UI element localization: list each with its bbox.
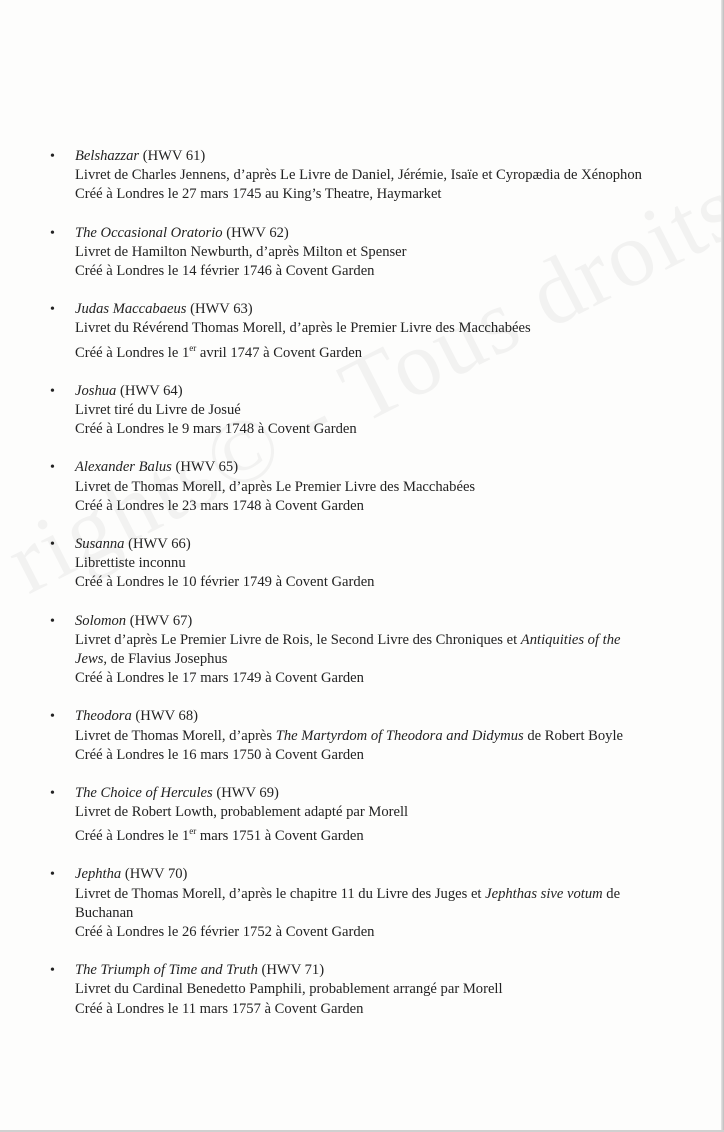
entry-hwv: (HWV 70) bbox=[124, 866, 188, 883]
bullet: • bbox=[50, 383, 55, 399]
bullet: • bbox=[50, 613, 55, 629]
entry-title-line bbox=[75, 458, 654, 477]
entry-hwv: (HWV 69) bbox=[216, 784, 279, 801]
entry-title-line bbox=[75, 612, 654, 631]
bullet: • bbox=[50, 460, 55, 476]
entry-libretto: Livret de Thomas Morell, d’après Le Premier Livre des Macchabées bbox=[75, 478, 476, 495]
entry-hwv: (HWV 71) bbox=[261, 962, 325, 979]
entry-libretto: Livret tiré du Livre de Josué bbox=[75, 401, 241, 418]
bullet: • bbox=[50, 963, 55, 979]
bullet: • bbox=[50, 867, 55, 883]
entry-premiere: Créé à Londres le 26 février 1752 à Covent Garden bbox=[75, 924, 375, 941]
entry-hwv: (HWV 62) bbox=[226, 224, 289, 241]
entry-premiere: Créé à Londres le 27 mars 1745 au King’s Theatre, Haymarket bbox=[75, 186, 442, 203]
list-item bbox=[0, 535, 724, 593]
entry-title: Susanna bbox=[75, 535, 125, 552]
entry-title: The Occasional Oratorio bbox=[75, 224, 223, 241]
list-item bbox=[0, 707, 724, 765]
entry-premiere: Créé à Londres le 10 février 1749 à Covent Garden bbox=[75, 574, 375, 591]
entry-title: The Triumph of Time and Truth bbox=[75, 962, 258, 979]
entry-hwv: (HWV 67) bbox=[129, 612, 193, 629]
bullet: • bbox=[50, 149, 55, 164]
list-item bbox=[0, 865, 724, 942]
entry-title: The Choice of Hercules bbox=[75, 784, 213, 801]
entry-title-line bbox=[75, 784, 654, 803]
entry-title-line bbox=[75, 535, 654, 554]
bullet: • bbox=[50, 302, 55, 318]
entry-libretto: Livret de Robert Lowth, probablement adapté par Morell bbox=[75, 804, 409, 821]
entry-premiere: Créé à Londres le 14 février 1746 à Covent Garden bbox=[75, 263, 375, 280]
entry-title-line bbox=[75, 147, 654, 166]
entry-libretto: Livret de Hamilton Newburth, d’après Milton et Spenser bbox=[75, 243, 407, 260]
entry-title-line bbox=[75, 961, 654, 980]
list-item bbox=[0, 382, 724, 440]
entry-hwv: (HWV 64) bbox=[120, 382, 183, 399]
bullet: • bbox=[50, 536, 55, 552]
entry-libretto: Livret de Charles Jennens, d’après Le Livre de Daniel, Jérémie, Isaïe et Cyropædia de Xénophon bbox=[75, 167, 642, 184]
entry-libretto: Livret du Révérend Thomas Morell, d’après le Premier Livre des Macchabées bbox=[75, 320, 531, 337]
oratorio-list bbox=[0, 147, 724, 1038]
entry-title: Theodora bbox=[75, 708, 132, 725]
entry-hwv: (HWV 66) bbox=[128, 535, 191, 552]
list-item bbox=[0, 300, 724, 362]
bullet: • bbox=[50, 785, 55, 801]
list-item bbox=[0, 147, 724, 205]
entry-libretto: Livret de Thomas Morell, d’après le chapitre 11 du Livre des Juges et Jephthas sive votum de Buchanan bbox=[75, 885, 621, 921]
bullet: • bbox=[50, 225, 55, 241]
entry-hwv: (HWV 68) bbox=[135, 708, 198, 725]
entry-title: Belshazzar bbox=[75, 148, 140, 164]
entry-title-line bbox=[75, 382, 654, 401]
entry-hwv: (HWV 63) bbox=[190, 301, 253, 318]
entry-libretto: Livret d’après Le Premier Livre de Rois, le Second Livre des Chroniques et Antiquities of the Jews, de Flavius Josephus bbox=[75, 631, 621, 667]
entry-premiere: Créé à Londres le 1er avril 1747 à Covent Garden bbox=[75, 342, 363, 361]
bullet: • bbox=[50, 709, 55, 725]
entry-title: Solomon bbox=[75, 612, 127, 629]
entry-title-line bbox=[75, 707, 654, 726]
list-item bbox=[0, 612, 724, 689]
entry-libretto: Livret du Cardinal Benedetto Pamphili, probablement arrangé par Morell bbox=[75, 981, 503, 998]
entry-hwv: (HWV 65) bbox=[175, 459, 239, 476]
entry-premiere: Créé à Londres le 9 mars 1748 à Covent Garden bbox=[75, 421, 357, 438]
entry-title: Alexander Balus bbox=[75, 459, 172, 476]
entry-title: Joshua bbox=[75, 382, 117, 399]
entry-hwv: (HWV 61) bbox=[142, 148, 206, 164]
entry-title: Judas Maccabaeus bbox=[75, 301, 187, 318]
list-item bbox=[0, 224, 724, 282]
entry-title-line bbox=[75, 865, 654, 884]
entry-title: Jephtha bbox=[75, 866, 122, 883]
list-item bbox=[0, 961, 724, 1019]
entry-title-line bbox=[75, 224, 654, 243]
list-item bbox=[0, 458, 724, 516]
entry-premiere: Créé à Londres le 16 mars 1750 à Covent Garden bbox=[75, 746, 364, 763]
entry-premiere: Créé à Londres le 17 mars 1749 à Covent Garden bbox=[75, 670, 364, 687]
entry-premiere: Créé à Londres le 1er mars 1751 à Covent Garden bbox=[75, 826, 364, 845]
entry-premiere: Créé à Londres le 11 mars 1757 à Covent Garden bbox=[75, 1000, 364, 1017]
entry-libretto: Librettiste inconnu bbox=[75, 555, 186, 572]
list-item bbox=[0, 784, 724, 846]
entry-premiere: Créé à Londres le 23 mars 1748 à Covent Garden bbox=[75, 497, 364, 514]
entry-title-line bbox=[75, 300, 654, 319]
entry-libretto: Livret de Thomas Morell, d’après The Martyrdom of Theodora and Didymus de Robert Boyle bbox=[75, 727, 624, 744]
